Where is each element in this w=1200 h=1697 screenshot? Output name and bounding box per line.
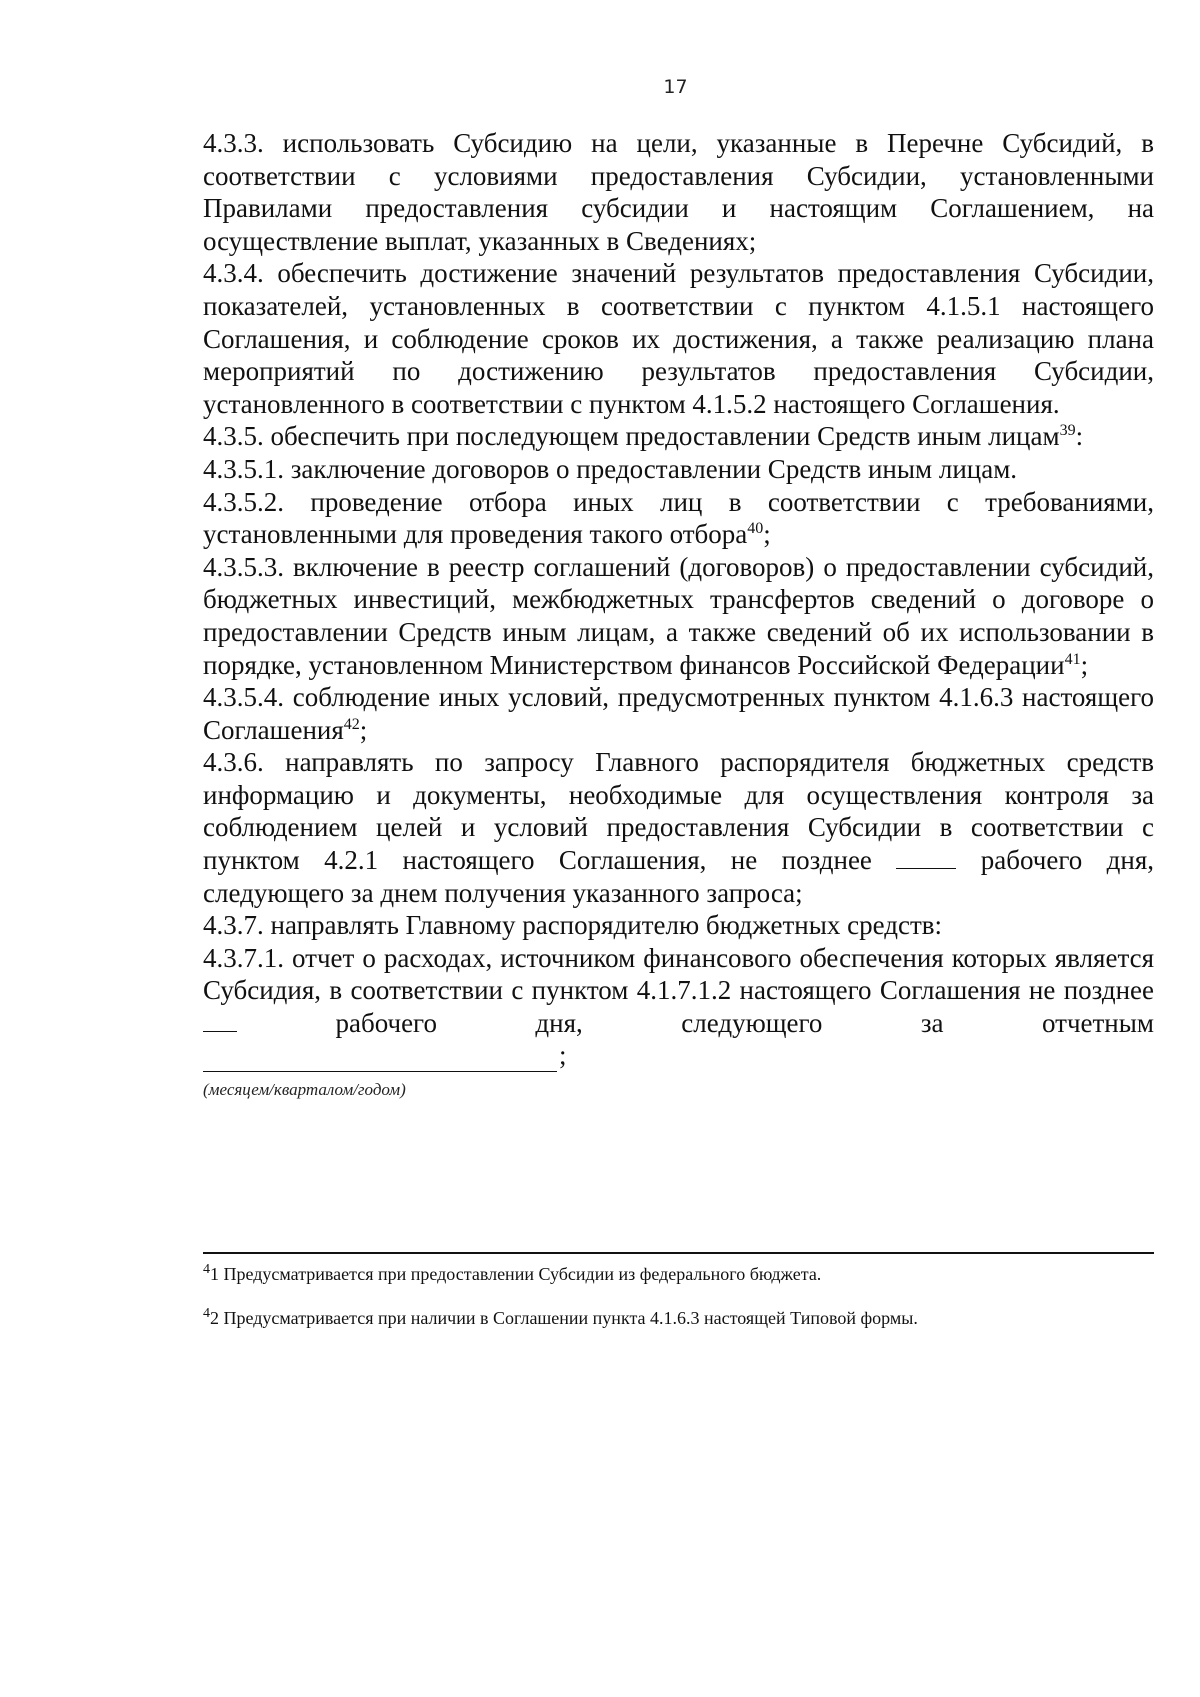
footnote-ref-40[interactable]: 40: [747, 520, 764, 538]
reporting-period-hint: (месяцем/кварталом/годом): [203, 1079, 406, 1099]
clause-4-3-3: 4.3.3. использовать Субсидию на цели, указанные в Перечне Субсидий, в соответствии с условиями предоставления Субсидии, установленными Правилами предоставления субсидии и настоящим Соглашением, на осуществление выплат, указанных в Сведениях;: [203, 128, 1154, 256]
page-number: 17: [663, 76, 688, 98]
clause-4-3-5-3: 4.3.5.3. включение в реестр соглашений (договоров) о предоставлении субсидий, бюджетных инвестиций, межбюджетных трансфертов сведений о договоре о предоставлении Средств иным лицам, а также сведений об их использовании в порядке, установленном Министерством финансов Российской Федерации$^{41}$;: [203, 551, 1154, 680]
footnote-separator: [203, 1252, 1154, 1254]
clause-4-3-7-1: 4.3.7.1. отчет о расходах, источником финансового обеспечения которых является Субсидия, в соответствии с пунктом 4.1.7.1.2 настоящего Соглашения не позднее рабочего дня, следующего за отчетным: [203, 942, 1154, 1039]
agreement-body: [203, 127, 1154, 1106]
reporting-period-blank[interactable]: [203, 1045, 557, 1072]
clause-4-3-5-1: 4.3.5.1. заключение договоров о предоставлении Средств иным лицам.: [203, 453, 1018, 484]
clause-4-3-7: 4.3.7. направлять Главному распорядителю бюджетных средств:: [203, 910, 942, 941]
clause-4-3-5-2: 4.3.5.2. проведение отбора иных лиц в соответствии с требованиями, установленными для проведения такого отбора$^{40}$;: [203, 486, 1154, 550]
footnote-41: $^4$1 Предусматривается при предоставлении Субсидии из федерального бюджета.: [203, 1262, 822, 1284]
footnotes: [203, 1262, 1003, 1350]
footnote-ref-39[interactable]: 39: [1059, 422, 1076, 440]
clause-4-3-6: 4.3.6. направлять по запросу Главного распорядителя бюджетных средств информацию и документы, необходимые для осуществления контроля за соблюдением целей и условий предоставления Субсидии в соответствии с пунктом 4.2.1 настоящего Соглашения, не позднее рабочего дня, следующего за днем получения указанного запроса;: [203, 747, 1155, 908]
clause-4-3-4: 4.3.4. обеспечить достижение значений результатов предоставления Субсидии, показателей, установленных в соответствии с пунктом 4.1.5.1 настоящего Соглашения, и соблюдение сроков их достижения, а также реализацию плана мероприятий по достижению результатов предоставления Субсидии, установленного в соответствии с пунктом 4.1.5.2 настоящего Соглашения.: [203, 258, 1154, 419]
clause-4-3-5-4: 4.3.5.4. соблюдение иных условий, предусмотренных пунктом 4.1.6.3 настоящего Соглашения$^{42}$;: [203, 682, 1154, 745]
clause-4-3-5: 4.3.5. обеспечить при последующем предоставлении Средств иным лицам$^{39}$:: [203, 421, 1084, 452]
footnote-42: $^4$2 Предусматривается при наличии в Соглашении пункта 4.1.6.3 настоящей Типовой формы.: [203, 1306, 918, 1328]
report-days-blank-field[interactable]: [203, 1009, 237, 1032]
footnote-ref-42[interactable]: 42: [343, 715, 360, 733]
reporting-period-field: ;: [203, 1040, 1154, 1072]
days-blank-field[interactable]: [896, 846, 956, 869]
footnote-ref-41[interactable]: 41: [1064, 650, 1081, 668]
